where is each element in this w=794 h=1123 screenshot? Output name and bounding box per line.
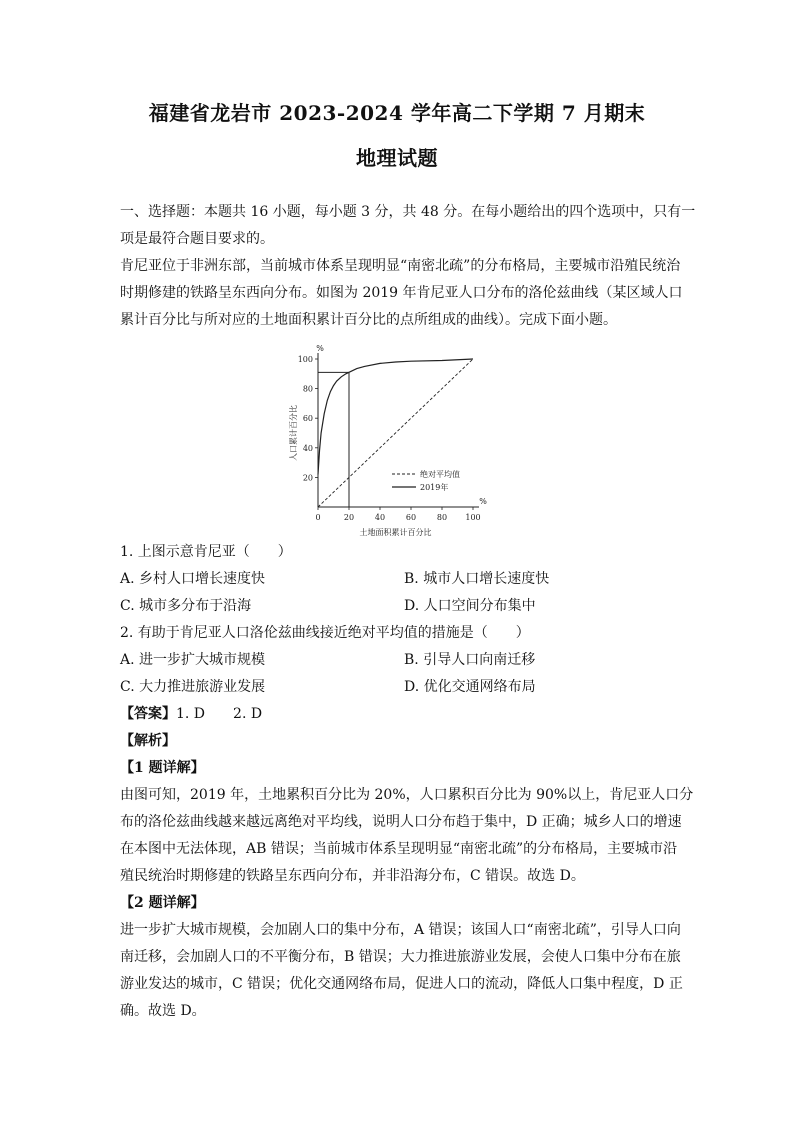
legend-label: 绝对平均值 [420,470,460,479]
x-tick-label: 20 [343,513,355,522]
y-tick-label: 20 [302,473,313,483]
x-tick-label: 60 [405,513,417,522]
y-tick-label: 80 [302,384,313,394]
option-2c: C. 大力推进旅游业发展 [120,679,266,695]
section-intro [120,199,696,334]
x-tick-label: 80 [436,513,448,522]
legend-label: 2019年 [420,483,449,492]
chart-series [318,359,473,507]
y-tick-label: 100 [297,355,313,364]
option-1b: B. 城市人口增长速度快 [404,571,550,587]
intro-line: 项是最符合题目要求的。 [120,231,274,247]
analysis-q2-line: 南迁移，会加剧人口的不平衡分布，B 错误；大力推进旅游业发展，会使人口集中分布在旅 [120,949,681,965]
lorenz-chart [282,340,512,540]
question-2-options-row [120,674,680,701]
x-unit-label: % [479,497,487,506]
x-tick-label: 40 [374,513,386,522]
y-axis-label: 人口累计百分比 [289,405,298,461]
analysis-q2-line: 游业发达的城市，C 错误；优化交通网络布局，促进人口的流动，降低人口集中程度，D 正 [120,976,683,992]
question-2-options-row [120,647,680,674]
option-2a: A. 进一步扩大城市规模 [120,652,266,668]
question-1-stem: 1. 上图示意肯尼亚（ ） [120,544,292,560]
questions [120,539,694,1025]
y-tick-label: 60 [302,414,313,424]
analysis-label: 【解析】 [120,733,176,749]
lorenz-chart-svg [282,340,512,540]
page-title: 福建省龙岩市 2023-2024 学年高二下学期 7 月期末 [148,101,646,125]
series-line-2019 [318,359,473,474]
question-1-options-row [120,566,680,593]
option-1d: D. 人口空间分布集中 [404,598,536,614]
analysis-q1-line: 殖民统治时期修建的铁路呈东西向分布，并非沿海分布，C 错误。故选 D。 [120,868,585,884]
option-2d: D. 优化交通网络布局 [404,679,536,695]
answer-text: 1. D 2. D [176,706,263,722]
passage-line: 累计百分比与所对应的土地面积累计百分比的点所组成的曲线）。完成下面小题。 [120,312,617,328]
analysis-q2-label: 【2 题详解】 [120,895,205,911]
analysis-q2-line: 确。故选 D。 [120,1003,206,1019]
analysis-q1-line: 布的洛伦兹曲线越来越远离绝对平均线，说明人口分布趋于集中，D 正确；城乡人口的增速 [120,814,682,830]
y-unit-label: % [316,344,324,353]
option-1c: C. 城市多分布于沿海 [120,598,252,614]
analysis-q1-line: 由图可知，2019 年，土地累积百分比为 20%，人口累积百分比为 90%以上，肯尼亚人口分 [120,787,694,803]
passage-line: 时期修建的铁路呈东西向分布。如图为 2019 年肯尼亚人口分布的洛伦兹曲线（某区域人口 [120,285,683,301]
page-subtitle: 地理试题 [356,146,438,170]
answer-line [120,701,680,728]
intro-line: 一、选择题：本题共 16 小题，每小题 3 分，共 48 分。在每小题给出的四个选项中，只有一 [120,204,696,220]
question-1-options-row [120,593,680,620]
x-axis-label: 土地面积累计百分比 [359,528,432,537]
y-tick-label: 40 [302,443,313,453]
chart-legend [392,469,460,492]
passage-line: 肯尼亚位于非洲东部，当前城市体系呈现明显“南密北疏”的分布格局，主要城市沿殖民统治 [120,258,681,274]
option-1a: A. 乡村人口增长速度快 [120,571,266,587]
answer-label: 【答案】 [120,706,176,722]
x-tick-label: 100 [465,513,481,522]
option-2b: B. 引导人口向南迁移 [404,652,536,668]
analysis-q1-line: 在本图中无法体现，AB 错误；当前城市体系呈现明显“南密北疏”的分布格局，主要城市沿 [120,841,678,857]
question-2-stem: 2. 有助于肯尼亚人口洛伦兹曲线接近绝对平均值的措施是（ ） [120,625,530,641]
x-tick-label: 0 [315,513,321,522]
analysis-q2-line: 进一步扩大城市规模，会加剧人口的集中分布，A 错误；该国人口“南密北疏”，引导人口向 [120,922,681,938]
analysis-q1-label: 【1 题详解】 [120,760,205,776]
series-line-equality [318,359,473,507]
